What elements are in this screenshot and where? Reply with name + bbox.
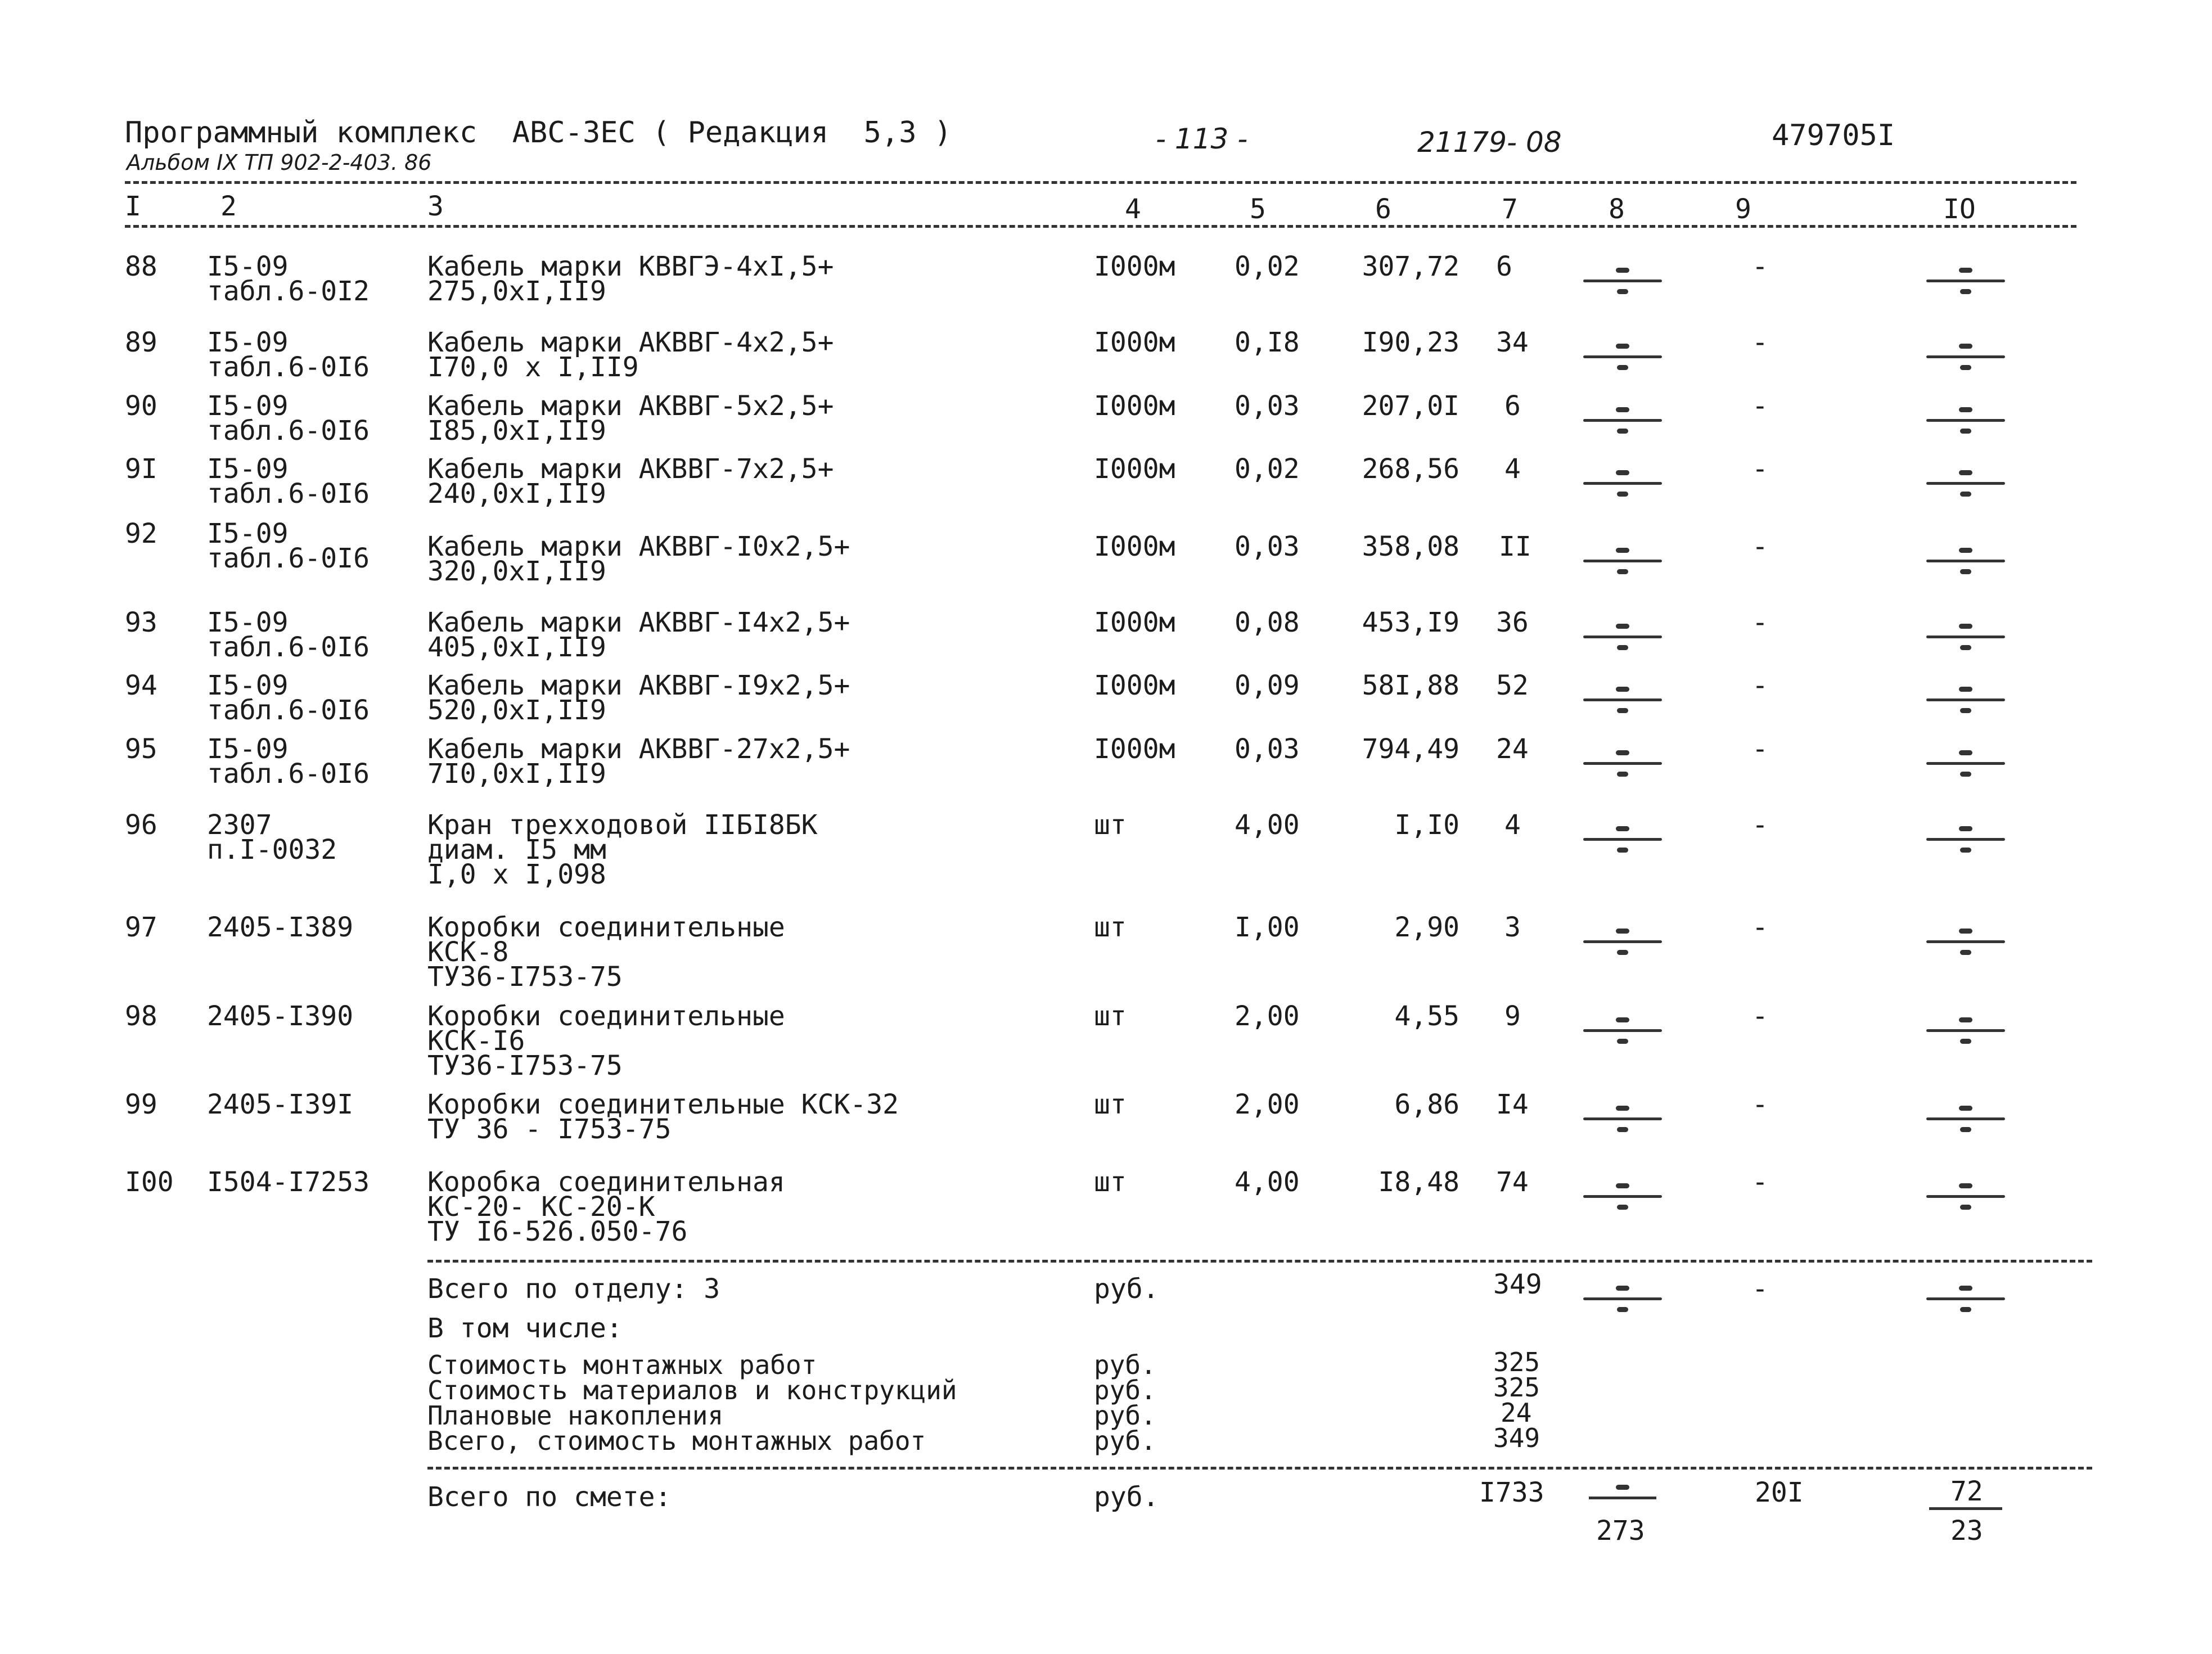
breakdown-value: 325 <box>1493 1372 1540 1403</box>
row-number: 88 <box>125 251 157 282</box>
fraction-mark <box>1580 929 1665 955</box>
row-qty: 0,02 <box>1235 251 1300 282</box>
row-unit: I000м <box>1094 607 1175 638</box>
fraction-mark <box>1923 407 2008 434</box>
row-number: 9I <box>125 453 157 485</box>
doc-number: 479705I <box>1772 119 1895 152</box>
fraction-mark <box>1923 624 2008 650</box>
col-header: I <box>125 191 141 222</box>
fraction-bar <box>1589 1497 1656 1499</box>
row-qty: 0,I8 <box>1235 327 1300 358</box>
row-col9: - <box>1752 390 1768 422</box>
row-col9: - <box>1752 1166 1768 1198</box>
section-total-col9: - <box>1752 1273 1768 1305</box>
row-qty: 4,00 <box>1235 809 1300 841</box>
row-col9: - <box>1752 1089 1768 1120</box>
col-header: 2 <box>220 191 237 222</box>
row-price: 307,72 <box>1362 251 1459 282</box>
row-name: КСК-I6 <box>427 1025 525 1057</box>
row-number: 89 <box>125 327 157 358</box>
row-unit: I000м <box>1094 251 1175 282</box>
row-qty: 2,00 <box>1235 1000 1300 1032</box>
row-name: Кабель марки АКВВГ-27х2,5+ <box>427 733 850 765</box>
fraction-mark <box>1923 929 2008 955</box>
row-name: Коробки соединительные <box>427 1000 785 1032</box>
row-total: 6 <box>1496 251 1512 282</box>
row-total: 34 <box>1496 327 1529 358</box>
col-header: 4 <box>1125 193 1141 225</box>
row-name: Кабель марки АКВВГ-I0х2,5+ <box>427 531 850 562</box>
row-unit: шт <box>1094 912 1127 943</box>
row-unit: I000м <box>1094 327 1175 358</box>
row-price: 794,49 <box>1362 733 1459 765</box>
row-unit: шт <box>1094 1166 1127 1198</box>
row-col9: - <box>1752 327 1768 358</box>
row-qty: 0,02 <box>1235 453 1300 485</box>
grand-total-value: I733 <box>1479 1477 1544 1508</box>
row-code: 2405-I390 <box>207 1000 354 1032</box>
fraction-mark <box>1580 1286 1665 1312</box>
breakdown-value: 349 <box>1493 1423 1540 1453</box>
row-name: ТУ36-I753-75 <box>427 961 623 993</box>
row-code: 2405-I39I <box>207 1089 354 1120</box>
col-header: IO <box>1943 193 1976 225</box>
row-price: 58I,88 <box>1362 670 1459 701</box>
row-unit: I000м <box>1094 670 1175 701</box>
row-number: 90 <box>125 390 157 422</box>
breakdown-unit: руб. <box>1094 1350 1156 1380</box>
row-code: I5-09 <box>207 518 289 549</box>
section-total-label: Всего по отделу: 3 <box>427 1273 720 1305</box>
row-price: I8,48 <box>1378 1166 1459 1198</box>
row-code: I5-09 <box>207 607 289 638</box>
row-code: табл.6-0I6 <box>207 415 370 447</box>
project-code: 21179- 08 <box>1417 126 1562 159</box>
row-name: Кабель марки КВВГЭ-4хI,5+ <box>427 251 834 282</box>
row-unit: I000м <box>1094 453 1175 485</box>
row-code: I5-09 <box>207 327 289 358</box>
row-total: 4 <box>1504 453 1521 485</box>
row-unit: шт <box>1094 1000 1127 1032</box>
row-name: Кран трехходовой IIБI8БК <box>427 809 818 841</box>
fraction-mark <box>1580 407 1665 434</box>
row-total: 9 <box>1504 1000 1521 1032</box>
row-name: ТУ 36 - I753-75 <box>427 1114 672 1145</box>
fraction-mark <box>1580 344 1665 370</box>
row-col9: - <box>1752 607 1768 638</box>
fraction-mark <box>1923 1017 2008 1044</box>
row-col9: - <box>1752 733 1768 765</box>
row-col9: - <box>1752 912 1768 943</box>
row-total: 4 <box>1504 809 1521 841</box>
row-col9: - <box>1752 453 1768 485</box>
fraction-mark <box>1580 624 1665 650</box>
fraction-mark <box>1580 548 1665 574</box>
grand-total-col8-bottom: 273 <box>1596 1515 1645 1547</box>
grand-total-label: Всего по смете: <box>427 1481 672 1513</box>
row-number: 95 <box>125 733 157 765</box>
header-rule-top <box>125 181 2076 184</box>
row-col9: - <box>1752 531 1768 562</box>
row-price: 6,86 <box>1394 1089 1459 1120</box>
row-number: I00 <box>125 1166 174 1198</box>
fraction-mark <box>1580 1183 1665 1210</box>
fraction-mark <box>1580 826 1665 853</box>
row-name: 240,0хI,II9 <box>427 478 606 510</box>
row-unit: I000м <box>1094 531 1175 562</box>
row-name: 275,0хI,II9 <box>427 276 606 307</box>
row-unit: шт <box>1094 809 1127 841</box>
row-price: 4,55 <box>1394 1000 1459 1032</box>
row-qty: 0,09 <box>1235 670 1300 701</box>
row-number: 92 <box>125 518 157 549</box>
row-code: I5-09 <box>207 733 289 765</box>
row-name: Коробка соединительная <box>427 1166 785 1198</box>
grand-total-col9: 20I <box>1755 1477 1804 1508</box>
grand-total-col10-bottom: 23 <box>1950 1515 1983 1547</box>
row-qty: 0,08 <box>1235 607 1300 638</box>
fraction-mark <box>1923 1183 2008 1210</box>
row-unit: I000м <box>1094 733 1175 765</box>
fraction-mark <box>1580 1106 1665 1132</box>
row-qty: 0,03 <box>1235 390 1300 422</box>
row-number: 98 <box>125 1000 157 1032</box>
row-code: 2405-I389 <box>207 912 354 943</box>
col-header: 8 <box>1609 193 1625 225</box>
row-name: 7I0,0хI,II9 <box>427 758 606 790</box>
album-label: Альбом IX ТП 902-2-403. 86 <box>127 150 432 175</box>
fraction-mark <box>1923 548 2008 574</box>
row-code: 2307 <box>207 809 272 841</box>
row-code: I504-I7253 <box>207 1166 370 1198</box>
row-total: 74 <box>1496 1166 1529 1198</box>
row-qty: 2,00 <box>1235 1089 1300 1120</box>
row-code: п.I-0032 <box>207 834 337 866</box>
col-header: 7 <box>1502 193 1518 225</box>
row-name: I,0 х I,098 <box>427 859 606 890</box>
row-name: 320,0хI,II9 <box>427 556 606 587</box>
fraction-mark <box>1923 470 2008 497</box>
row-total: II <box>1499 531 1531 562</box>
row-code: I5-09 <box>207 251 289 282</box>
row-price: 453,I9 <box>1362 607 1459 638</box>
row-code: табл.6-0I6 <box>207 351 370 383</box>
row-total: 52 <box>1496 670 1529 701</box>
breakdown-unit: руб. <box>1094 1426 1156 1456</box>
row-name: КС-20- КС-20-К <box>427 1191 655 1223</box>
fraction-bar <box>1929 1507 2002 1510</box>
breakdown-unit: руб. <box>1094 1400 1156 1431</box>
fraction-top-mark <box>1616 1485 1629 1490</box>
fraction-mark <box>1580 1017 1665 1044</box>
in-that-label: В том числе: <box>427 1313 623 1344</box>
row-col9: - <box>1752 809 1768 841</box>
fraction-mark <box>1923 268 2008 294</box>
row-price: 2,90 <box>1394 912 1459 943</box>
col-header: 9 <box>1735 193 1751 225</box>
row-qty: 4,00 <box>1235 1166 1300 1198</box>
grand-total-unit: руб. <box>1094 1481 1159 1513</box>
fraction-mark <box>1580 687 1665 713</box>
grand-total-rule <box>427 1467 2092 1470</box>
grand-total-col8 <box>1580 1485 1665 1499</box>
row-name: I85,0хI,II9 <box>427 415 606 447</box>
row-code: табл.6-0I6 <box>207 632 370 663</box>
row-col9: - <box>1752 251 1768 282</box>
row-price: I,I0 <box>1394 809 1459 841</box>
section-total-rule <box>427 1260 2092 1263</box>
row-name: Кабель марки АКВВГ-4х2,5+ <box>427 327 834 358</box>
row-name: ТУ36-I753-75 <box>427 1050 623 1081</box>
fraction-mark <box>1580 268 1665 294</box>
row-price: 268,56 <box>1362 453 1459 485</box>
row-total: 24 <box>1496 733 1529 765</box>
row-qty: 0,03 <box>1235 531 1300 562</box>
page-number: - 113 - <box>1156 123 1248 155</box>
row-price: I90,23 <box>1362 327 1459 358</box>
row-col9: - <box>1752 670 1768 701</box>
row-name: 405,0хI,II9 <box>427 632 606 663</box>
row-price: 358,08 <box>1362 531 1459 562</box>
section-total-unit: руб. <box>1094 1273 1159 1305</box>
section-total-value: 349 <box>1493 1269 1542 1300</box>
fraction-mark <box>1923 1286 2008 1312</box>
row-unit: шт <box>1094 1089 1127 1120</box>
row-total: 36 <box>1496 607 1529 638</box>
breakdown-value: 24 <box>1501 1398 1532 1428</box>
row-number: 94 <box>125 670 157 701</box>
breakdown-label: Стоимость материалов и конструкций <box>427 1375 957 1405</box>
row-code: I5-09 <box>207 670 289 701</box>
row-name: диам. I5 мм <box>427 834 606 866</box>
header-rule-bottom <box>125 225 2076 228</box>
col-header: 6 <box>1375 193 1391 225</box>
fraction-mark <box>1580 750 1665 777</box>
col-header: 5 <box>1250 193 1266 225</box>
row-number: 99 <box>125 1089 157 1120</box>
fraction-mark <box>1923 1106 2008 1132</box>
row-total: 6 <box>1504 390 1521 422</box>
row-number: 93 <box>125 607 157 638</box>
row-code: табл.6-0I6 <box>207 758 370 790</box>
row-name: I70,0 х I,II9 <box>427 351 639 383</box>
fraction-mark <box>1923 344 2008 370</box>
breakdown-unit: руб. <box>1094 1375 1156 1405</box>
row-name: Коробки соединительные КСК-32 <box>427 1089 899 1120</box>
program-name: Программный комплекс АВС-ЗЕС <box>125 116 636 150</box>
fraction-mark <box>1923 826 2008 853</box>
row-code: I5-09 <box>207 453 289 485</box>
breakdown-label: Плановые накопления <box>427 1400 724 1431</box>
row-col9: - <box>1752 1000 1768 1032</box>
row-code: I5-09 <box>207 390 289 422</box>
row-name: ТУ I6-526.050-76 <box>427 1216 688 1247</box>
row-name: Кабель марки АКВВГ-7х2,5+ <box>427 453 834 485</box>
row-number: 97 <box>125 912 157 943</box>
row-code: табл.6-0I6 <box>207 478 370 510</box>
row-qty: I,00 <box>1235 912 1300 943</box>
row-code: табл.6-0I2 <box>207 276 370 307</box>
row-name: Кабель марки АКВВГ-I9х2,5+ <box>427 670 850 701</box>
fraction-mark <box>1580 470 1665 497</box>
breakdown-value: 325 <box>1493 1347 1540 1377</box>
row-price: 207,0I <box>1362 390 1459 422</box>
grand-total-col10-top: 72 <box>1950 1476 1983 1507</box>
edition: ( Редакция 5,3 ) <box>652 116 952 150</box>
row-name: Коробки соединительные <box>427 912 785 943</box>
row-unit: I000м <box>1094 390 1175 422</box>
breakdown-label: Всего, стоимость монтажных работ <box>427 1426 926 1456</box>
row-number: 96 <box>125 809 157 841</box>
fraction-mark <box>1923 750 2008 777</box>
row-qty: 0,03 <box>1235 733 1300 765</box>
fraction-mark <box>1923 687 2008 713</box>
row-name: 520,0хI,II9 <box>427 695 606 726</box>
row-total: 3 <box>1504 912 1521 943</box>
row-total: I4 <box>1496 1089 1529 1120</box>
row-code: табл.6-0I6 <box>207 543 370 574</box>
row-name: Кабель марки АКВВГ-I4х2,5+ <box>427 607 850 638</box>
breakdown-label: Стоимость монтажных работ <box>427 1350 817 1380</box>
row-name: Кабель марки АКВВГ-5х2,5+ <box>427 390 834 422</box>
row-name: КСК-8 <box>427 936 509 968</box>
row-code: табл.6-0I6 <box>207 695 370 726</box>
col-header: 3 <box>427 191 444 222</box>
